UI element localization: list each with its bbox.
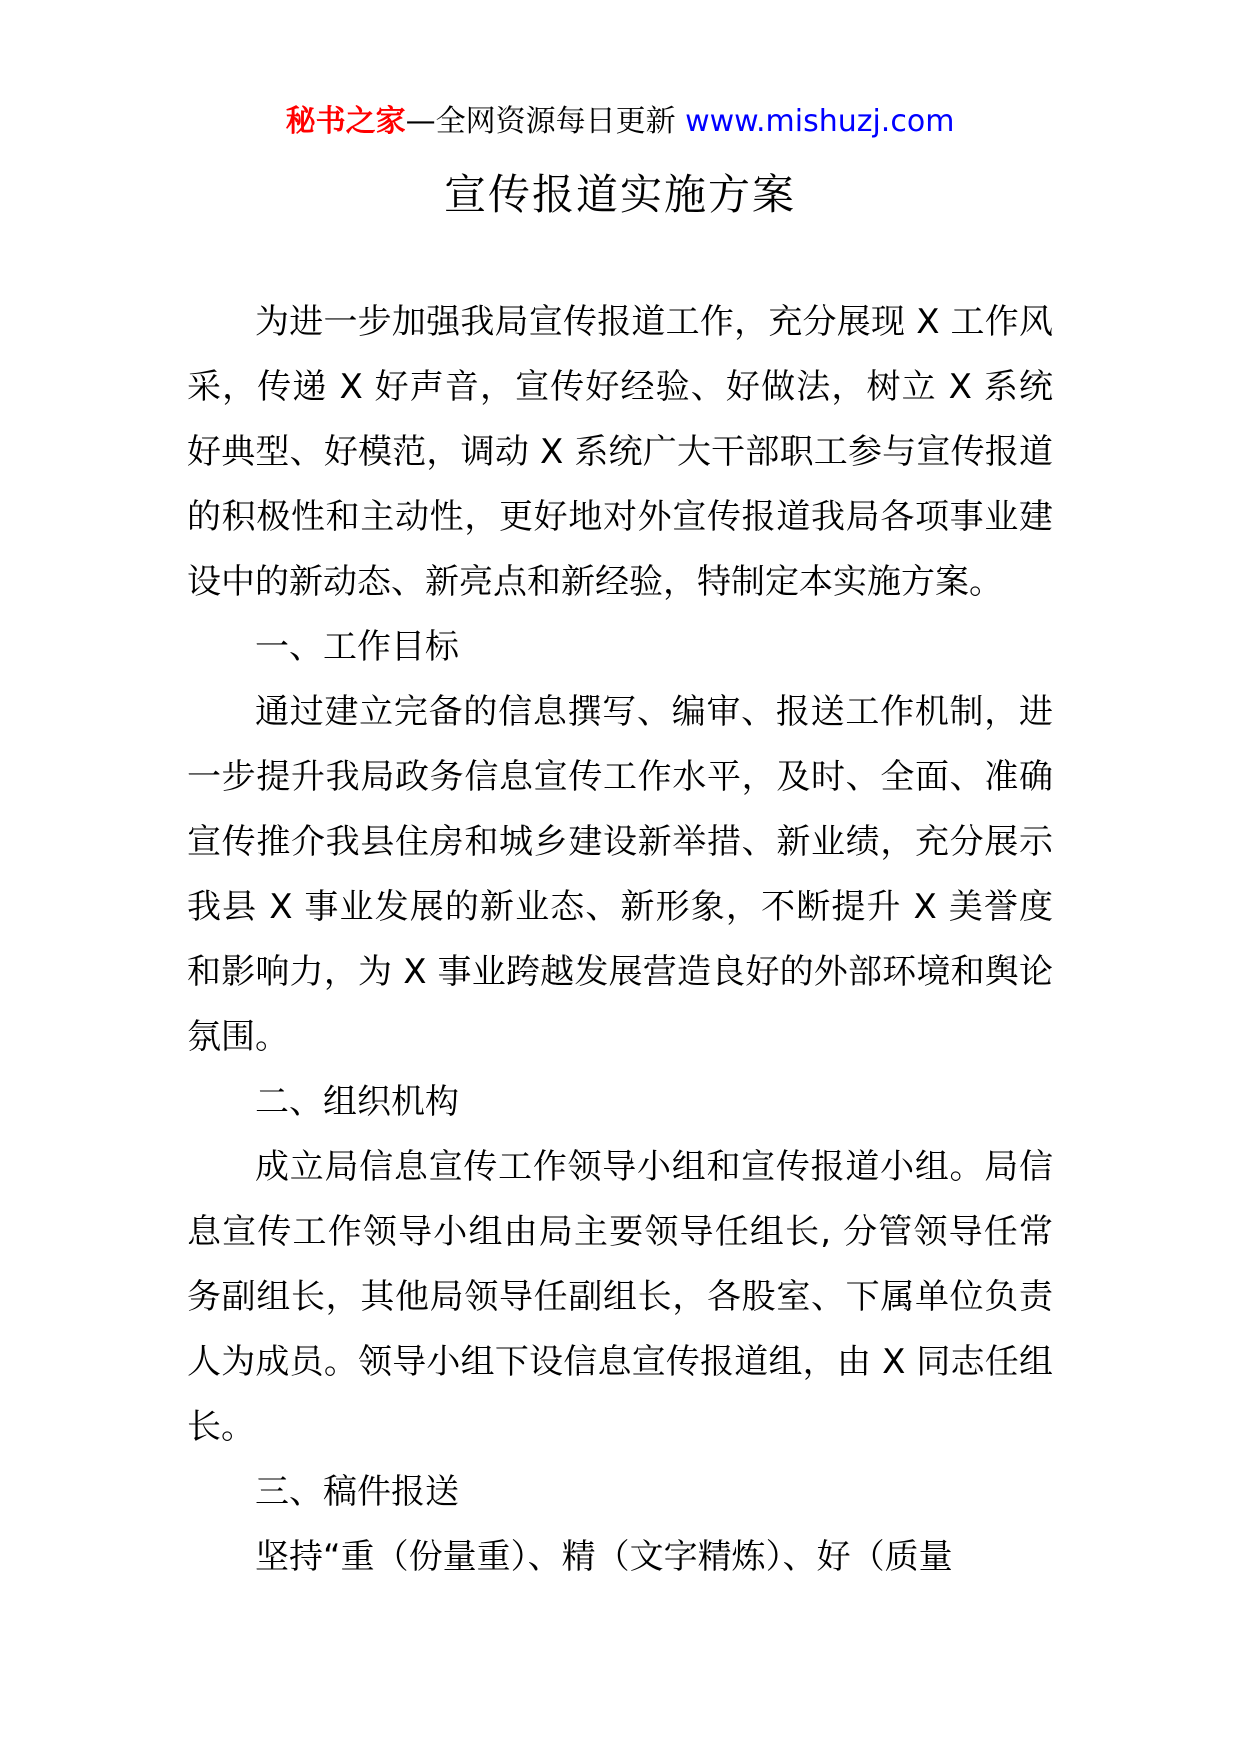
section-heading-submission: 三、稿件报送: [255, 1472, 459, 1512]
intro-paragraph: 为进一步加强我局宣传报道工作，充分展现 X 工作风采，传递 X 好声音，宣传好经验、好做法，树立 X 系统好典型、好模范，调动 X 系统广大干部职工参与宣传报道的积极性和主动性，更好地对外宣传报道我局各项事业建设中的新动态、新亮点和新经验，特制定本实施方案。: [187, 302, 1053, 602]
goals-paragraph: 通过建立完备的信息撰写、编审、报送工作机制，进一步提升我局政务信息宣传工作水平，及时、全面、准确宣传推介我县住房和城乡建设新举措、新业绩，充分展示我县 X 事业发展的新业态、新形象，不断提升 X 美誉度和影响力，为 X 事业跨越发展营造良好的外部环境和舆论氛围。: [187, 692, 1053, 1057]
site-url[interactable]: www.mishuzj.com: [675, 104, 955, 139]
document-title: 宣传报道实施方案: [443, 170, 796, 219]
organization-paragraph: 成立局信息宣传工作领导小组和宣传报道小组。局信息宣传工作领导小组由局主要领导任组长, 分管领导任常务副组长，其他局领导任副组长，各股室、下属单位负责人为成员。领导小组下设信息宣传报道组，由 X 同志任组长。: [187, 1147, 1053, 1447]
brand-name: 秘书之家: [285, 104, 406, 139]
submission-paragraph: 坚持“重（份量重）、精（文字精炼）、好（质量: [255, 1537, 953, 1577]
site-header: [0, 100, 1240, 144]
section-heading-organization: 二、组织机构: [255, 1082, 459, 1122]
header-tagline: —全网资源每日更新: [405, 104, 676, 139]
section-heading-goals: 一、工作目标: [255, 627, 459, 667]
document-body: [187, 290, 1053, 1590]
